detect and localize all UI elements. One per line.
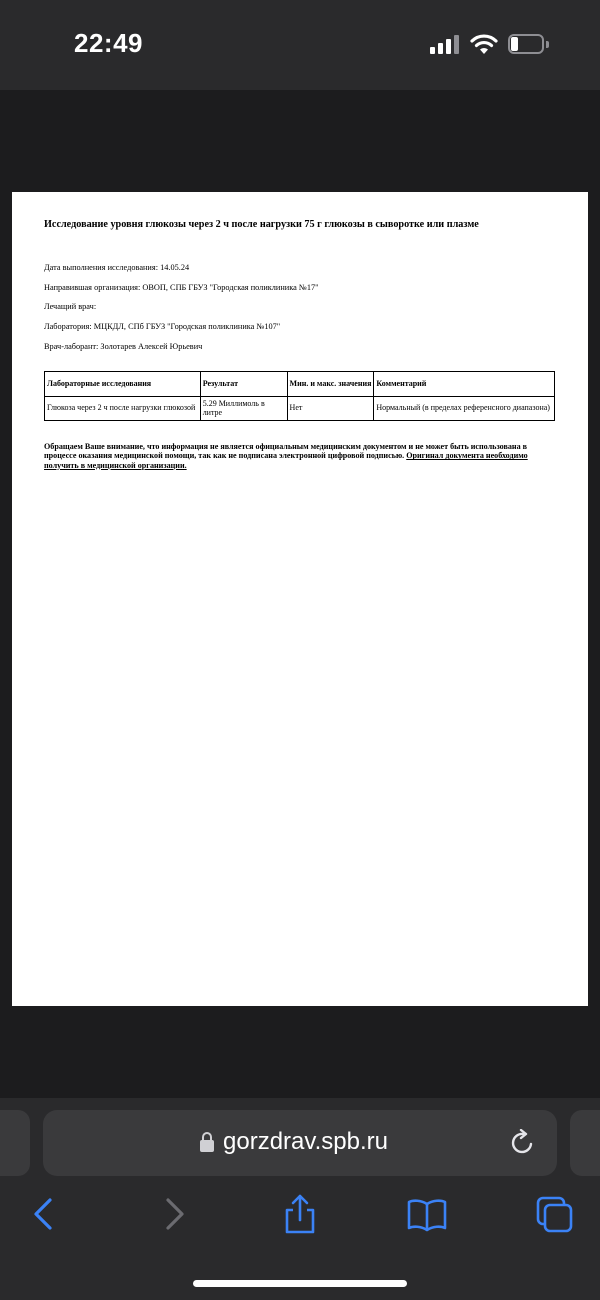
battery-icon	[508, 34, 550, 56]
status-bar	[0, 0, 600, 90]
header-comment: Комментарий	[374, 372, 555, 397]
meta-date: Дата выполнения исследования: 14.05.24	[44, 263, 190, 272]
cell-comment: Нормальный (в пределах референсного диапазона)	[374, 397, 555, 421]
status-time: 22:49	[74, 28, 143, 58]
browser-bar	[0, 1098, 600, 1300]
results-table	[44, 371, 555, 421]
cellular-signal-icon	[430, 34, 460, 54]
disclaimer-underlined-text: Оригинал документа необходимо получить в медицинской организации.	[44, 451, 528, 470]
tabs-icon[interactable]	[530, 1190, 578, 1238]
cell-result: 5.29 Миллимоль в литре	[200, 397, 287, 421]
bookmarks-icon[interactable]	[403, 1190, 451, 1238]
back-icon[interactable]	[20, 1190, 68, 1238]
next-tab-preview[interactable]	[570, 1110, 600, 1176]
disclaimer-notice	[44, 442, 554, 470]
document-viewport[interactable]	[0, 90, 600, 1098]
meta-referring-org: Направившая организация: ОВОП, СПБ ГБУЗ "Городская поликлиника №17"	[44, 283, 319, 292]
document-page	[12, 192, 588, 1006]
disclaimer-text: Обращаем Ваше внимание, что информация не является официальным медицинским документом и не может быть использована в процессе оказания медицинской помощи, так как не подписана электронной цифровой подписью.	[44, 442, 528, 461]
wifi-icon	[470, 32, 498, 56]
cell-test-name: Глюкоза через 2 ч после нагрузки глюкозой	[45, 397, 201, 421]
reload-icon[interactable]	[509, 1129, 537, 1157]
address-bar[interactable]	[43, 1110, 557, 1176]
cell-min-max: Нет	[287, 397, 374, 421]
previous-tab-preview[interactable]	[0, 1110, 30, 1176]
meta-lab-doctor: Врач-лаборант: Золотарев Алексей Юрьевич	[44, 342, 203, 351]
header-min-max: Мин. и макс. значения	[287, 372, 374, 397]
share-icon[interactable]	[276, 1190, 324, 1238]
header-result: Результат	[200, 372, 287, 397]
forward-icon[interactable]	[150, 1190, 198, 1238]
table-header-row	[45, 372, 555, 397]
table-row	[45, 397, 555, 421]
home-indicator	[193, 1280, 407, 1287]
header-lab-tests: Лабораторные исследования	[45, 372, 201, 397]
meta-laboratory: Лаборатория: МЦКДЛ, СПб ГБУЗ "Городская поликлиника №107"	[44, 322, 281, 331]
url-text[interactable]: gorzdrav.spb.ru	[223, 1128, 388, 1155]
document-title: Исследование уровня глюкозы через 2 ч после нагрузки 75 г глюкозы в сыворотке или плазме	[44, 219, 479, 230]
lock-icon	[200, 1132, 214, 1152]
meta-attending-doctor: Лечащий врач:	[44, 302, 97, 311]
